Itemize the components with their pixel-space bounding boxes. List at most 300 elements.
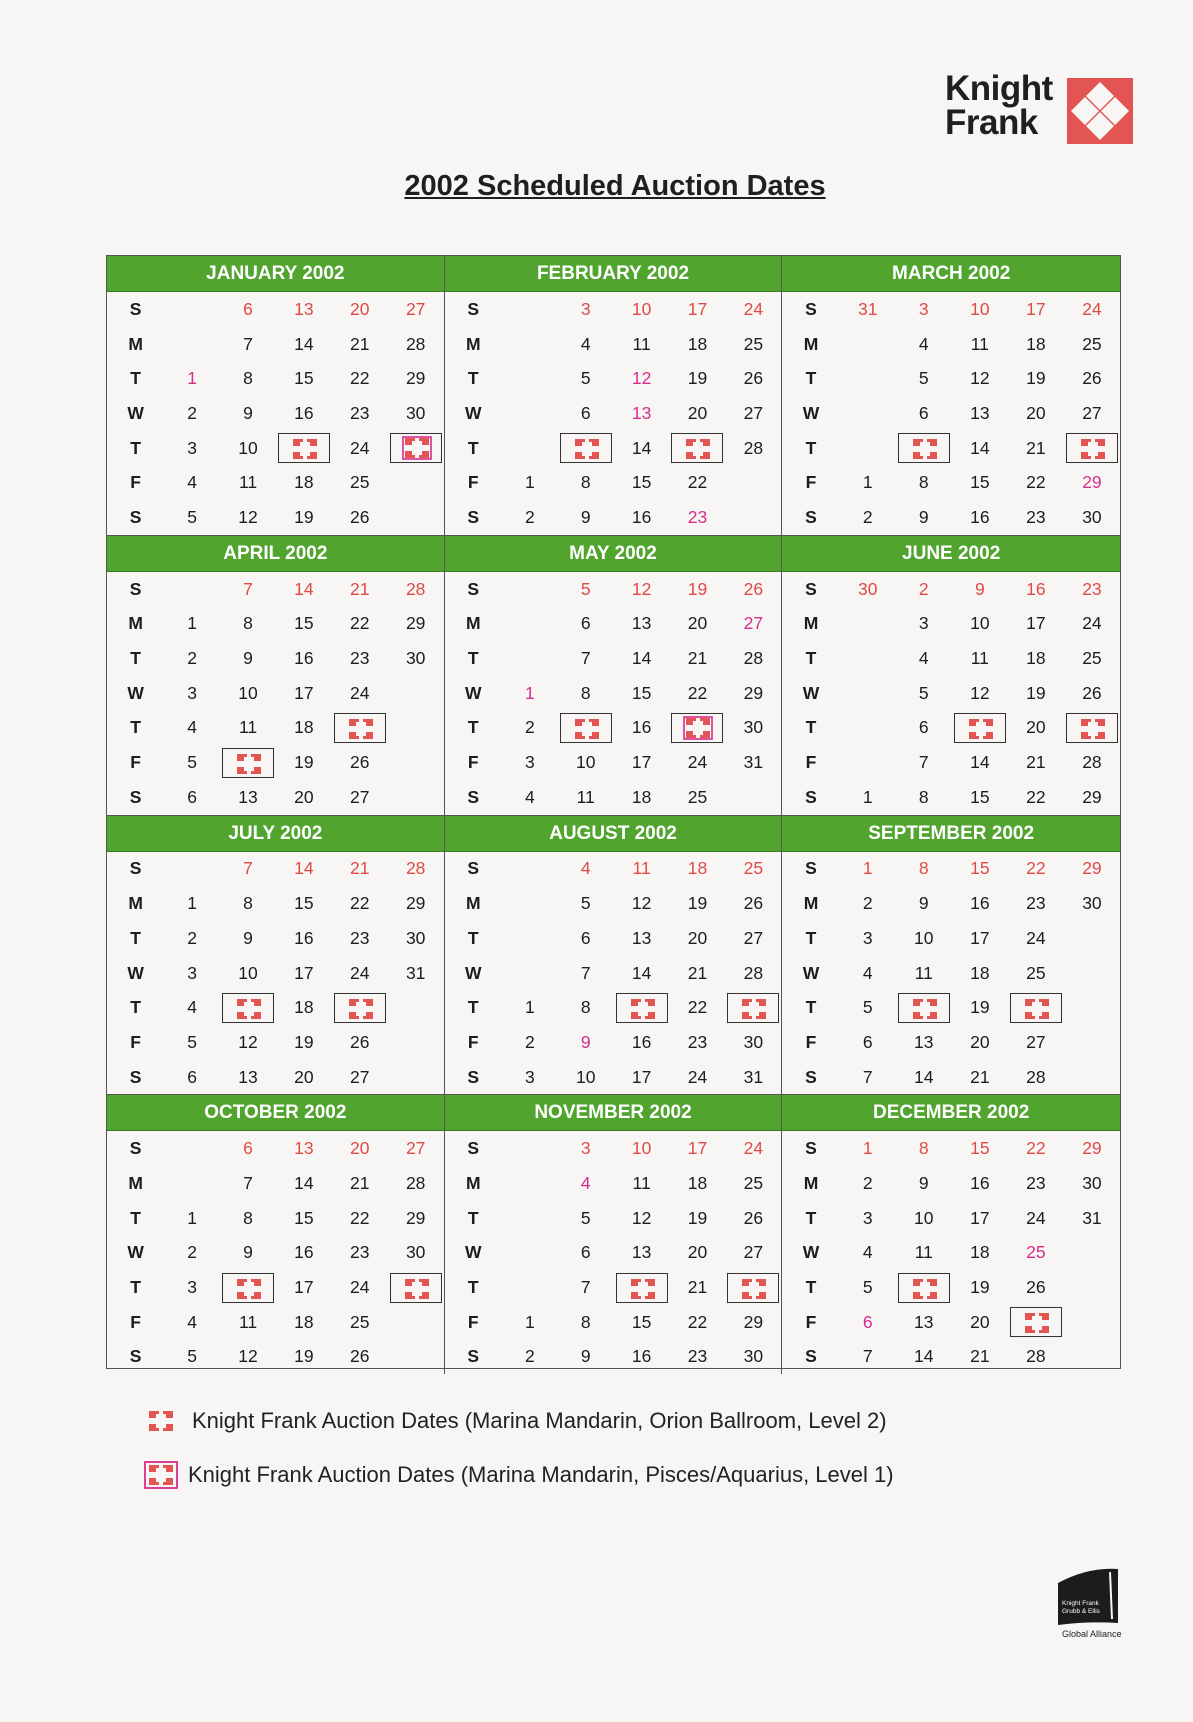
auction-mark-icon <box>148 1410 174 1432</box>
week-row <box>107 1060 444 1095</box>
date-cell: 22 <box>687 472 708 493</box>
date-cell: 4 <box>187 472 198 493</box>
week-row <box>782 921 1120 956</box>
date-cell: 5 <box>187 506 198 527</box>
date-cell: 22 <box>350 368 370 389</box>
date-cell <box>1064 1025 1120 1060</box>
date-cell: 22 <box>350 613 370 634</box>
legend-text-orion: Knight Frank Auction Dates (Marina Mandarin, Orion Ballroom, Level 2) <box>192 1408 887 1433</box>
auction-date-cell <box>220 745 276 780</box>
date-cell <box>388 1340 444 1375</box>
day-letter: T <box>130 437 141 458</box>
date-cell: 24 <box>1026 927 1046 948</box>
month-september <box>782 816 1120 1096</box>
date-cell <box>1064 1340 1120 1375</box>
date-cell: 19 <box>970 997 990 1018</box>
date-cell <box>502 1236 558 1271</box>
date-cell <box>502 396 558 431</box>
date-cell: 29 <box>743 1311 764 1332</box>
date-cell: 3 <box>524 752 535 773</box>
date-cell: 16 <box>294 648 314 669</box>
day-letter: T <box>467 368 479 389</box>
day-letter: S <box>467 298 480 319</box>
week-row <box>107 1305 444 1340</box>
week-row <box>445 852 782 887</box>
week-row <box>107 1236 444 1271</box>
day-letter: T <box>805 437 817 458</box>
day-letter: M <box>803 333 819 354</box>
week-row <box>445 465 782 500</box>
date-cell: 10 <box>238 437 258 458</box>
date-cell: 14 <box>914 1066 934 1087</box>
week-row <box>782 1236 1120 1271</box>
day-letter: T <box>467 717 479 738</box>
date-cell: 20 <box>294 1066 314 1087</box>
auction-date-cell <box>388 1270 444 1305</box>
date-cell: 18 <box>687 858 708 879</box>
date-cell: 15 <box>294 368 314 389</box>
date-cell: 22 <box>1026 858 1046 879</box>
date-cell: 4 <box>187 717 198 738</box>
date-cell: 1 <box>187 613 198 634</box>
date-cell: 11 <box>632 1172 651 1193</box>
date-cell: 2 <box>524 717 535 738</box>
date-cell: 9 <box>580 1031 591 1052</box>
date-cell: 13 <box>631 402 652 423</box>
day-letter: S <box>467 506 480 527</box>
date-cell: 23 <box>350 402 370 423</box>
date-cell: 20 <box>687 1242 708 1263</box>
date-cell: 5 <box>187 1346 198 1367</box>
date-cell <box>502 1166 558 1201</box>
date-cell: 5 <box>187 752 198 773</box>
date-cell: 24 <box>743 298 764 319</box>
date-cell <box>164 852 220 887</box>
date-cell: 31 <box>743 1066 764 1087</box>
date-cell: 30 <box>1082 893 1102 914</box>
knight-frank-mark-icon <box>1067 78 1133 144</box>
date-cell <box>388 1025 444 1060</box>
date-cell: 15 <box>970 1138 990 1159</box>
date-cell: 7 <box>862 1066 873 1087</box>
date-cell: 29 <box>405 368 426 389</box>
date-cell: 1 <box>862 1138 873 1159</box>
auction-date-cell <box>332 990 388 1025</box>
date-cell: 9 <box>243 402 253 423</box>
month-table <box>445 852 782 1095</box>
date-cell <box>725 500 781 535</box>
week-row <box>445 1340 782 1375</box>
day-letter: S <box>805 858 817 879</box>
week-row <box>782 1025 1120 1060</box>
auction-mark-icon <box>348 998 374 1020</box>
day-letter: M <box>128 613 143 634</box>
date-cell: 6 <box>580 613 591 634</box>
badge-line-1: Knight Frank <box>1062 1600 1099 1607</box>
day-letter: T <box>467 927 479 948</box>
month-april <box>107 536 445 816</box>
date-cell: 1 <box>524 472 535 493</box>
month-header: JULY 2002 <box>107 816 444 852</box>
date-cell: 28 <box>1082 752 1102 773</box>
date-cell: 7 <box>580 648 591 669</box>
date-cell: 19 <box>970 1277 990 1298</box>
date-cell: 3 <box>862 927 873 948</box>
month-november <box>445 1095 783 1374</box>
date-cell: 12 <box>970 682 990 703</box>
date-cell: 13 <box>294 298 314 319</box>
day-letter: W <box>465 1242 482 1263</box>
date-cell <box>502 1270 558 1305</box>
day-letter: T <box>467 997 479 1018</box>
date-cell <box>388 711 444 746</box>
week-row <box>445 327 782 362</box>
auction-mark-icon <box>741 1278 767 1300</box>
day-letter: M <box>465 613 481 634</box>
day-letter: S <box>129 1346 142 1367</box>
date-cell: 6 <box>918 402 929 423</box>
date-cell: 8 <box>918 786 929 807</box>
date-cell: 30 <box>743 1346 764 1367</box>
date-cell: 27 <box>1082 402 1102 423</box>
month-table <box>445 292 782 535</box>
day-letter: W <box>802 1242 820 1263</box>
date-cell: 11 <box>970 333 989 354</box>
date-cell: 16 <box>970 893 990 914</box>
date-cell: 16 <box>294 1242 314 1263</box>
day-letter: T <box>130 927 141 948</box>
week-row <box>782 1305 1120 1340</box>
date-cell <box>725 465 781 500</box>
day-letter: T <box>130 648 141 669</box>
date-cell: 29 <box>743 682 764 703</box>
day-letter: F <box>805 472 817 493</box>
date-cell: 17 <box>294 1277 314 1298</box>
date-cell: 18 <box>970 962 990 983</box>
date-cell: 10 <box>575 1066 596 1087</box>
week-row <box>782 1060 1120 1095</box>
date-cell <box>725 780 781 815</box>
day-letter: W <box>465 402 482 423</box>
month-header: NOVEMBER 2002 <box>445 1095 782 1131</box>
date-cell: 13 <box>238 1066 258 1087</box>
date-cell: 23 <box>1082 578 1102 599</box>
day-letter: F <box>130 1031 141 1052</box>
week-row <box>445 745 782 780</box>
week-row <box>107 990 444 1025</box>
week-row <box>107 852 444 887</box>
boxed-mark-icon <box>683 716 713 740</box>
month-table <box>782 572 1120 815</box>
day-letter: W <box>465 682 482 703</box>
day-letter: M <box>465 333 481 354</box>
day-letter: T <box>130 717 141 738</box>
week-row <box>445 572 782 607</box>
date-cell <box>164 572 220 607</box>
auction-date-cell <box>1008 1305 1064 1340</box>
date-cell: 31 <box>405 962 426 983</box>
auction-mark-icon <box>1024 998 1050 1020</box>
date-cell: 4 <box>580 1172 591 1193</box>
date-cell <box>388 745 444 780</box>
date-cell: 4 <box>580 333 591 354</box>
date-cell: 15 <box>631 682 652 703</box>
date-cell: 14 <box>970 752 990 773</box>
date-cell: 11 <box>238 717 258 738</box>
date-cell: 20 <box>1026 402 1046 423</box>
date-cell: 3 <box>862 1207 873 1228</box>
date-cell: 1 <box>524 997 535 1018</box>
day-letter: F <box>130 472 141 493</box>
auction-mark-icon <box>236 998 262 1020</box>
day-letter: T <box>130 1207 141 1228</box>
date-cell <box>840 676 896 711</box>
date-cell: 10 <box>238 962 258 983</box>
day-letter: T <box>805 368 817 389</box>
date-cell <box>502 607 558 642</box>
date-cell: 20 <box>970 1311 990 1332</box>
boxed-mark-icon <box>144 1461 178 1489</box>
date-cell: 19 <box>294 1346 314 1367</box>
date-cell: 5 <box>862 997 873 1018</box>
day-letter: T <box>130 997 141 1018</box>
date-cell: 6 <box>580 402 591 423</box>
day-letter: S <box>129 858 142 879</box>
date-cell: 8 <box>580 682 591 703</box>
date-cell: 14 <box>294 1172 314 1193</box>
month-table <box>107 572 444 815</box>
auction-mark-icon <box>236 1278 262 1300</box>
date-cell: 18 <box>970 1242 990 1263</box>
date-cell: 24 <box>743 1138 764 1159</box>
week-row <box>107 1166 444 1201</box>
date-cell: 7 <box>243 858 253 879</box>
date-cell: 2 <box>187 1242 198 1263</box>
auction-date-cell <box>220 1270 276 1305</box>
week-row <box>445 676 782 711</box>
date-cell: 6 <box>580 1242 591 1263</box>
date-cell <box>502 921 558 956</box>
day-letter: T <box>805 1277 817 1298</box>
date-cell: 8 <box>243 368 253 389</box>
date-cell: 27 <box>1026 1031 1046 1052</box>
date-cell <box>840 396 896 431</box>
date-cell: 28 <box>743 962 764 983</box>
date-cell: 17 <box>1026 298 1046 319</box>
week-row <box>107 921 444 956</box>
logo-line-2: Frank <box>945 103 1038 142</box>
day-letter: S <box>129 1066 142 1087</box>
date-cell: 26 <box>350 506 370 527</box>
auction-date-cell <box>1008 990 1064 1025</box>
date-cell: 28 <box>405 578 426 599</box>
date-cell: 27 <box>350 786 370 807</box>
week-row <box>107 956 444 991</box>
date-cell: 29 <box>1082 472 1102 493</box>
auction-mark-icon <box>630 1278 656 1300</box>
date-cell: 3 <box>187 437 198 458</box>
date-cell: 6 <box>580 927 591 948</box>
auction-date-cell <box>332 711 388 746</box>
date-cell: 17 <box>970 1207 990 1228</box>
date-cell: 7 <box>243 333 253 354</box>
date-cell <box>502 852 558 887</box>
week-row <box>107 396 444 431</box>
date-cell: 26 <box>743 368 764 389</box>
date-cell: 6 <box>187 1066 198 1087</box>
date-cell: 4 <box>187 1311 198 1332</box>
date-cell: 8 <box>243 613 253 634</box>
date-cell: 8 <box>243 893 253 914</box>
date-cell: 15 <box>970 858 990 879</box>
week-row <box>107 431 444 466</box>
date-cell: 19 <box>1026 682 1046 703</box>
date-cell: 28 <box>1026 1066 1046 1087</box>
month-table <box>782 1131 1120 1374</box>
date-cell: 16 <box>631 1346 652 1367</box>
date-cell: 4 <box>524 786 535 807</box>
week-row <box>782 852 1120 887</box>
month-header: SEPTEMBER 2002 <box>782 816 1120 852</box>
date-cell: 24 <box>350 437 370 458</box>
day-letter: S <box>129 1138 142 1159</box>
date-cell: 26 <box>350 1346 370 1367</box>
legend-text-pisces: Knight Frank Auction Dates (Marina Mandarin, Pisces/Aquarius, Level 1) <box>188 1462 894 1487</box>
day-letter: T <box>805 927 817 948</box>
day-letter: S <box>467 1346 480 1367</box>
date-cell: 12 <box>238 506 258 527</box>
date-cell <box>388 1060 444 1095</box>
date-cell: 12 <box>631 1207 652 1228</box>
date-cell: 23 <box>350 648 370 669</box>
day-letter: S <box>129 506 142 527</box>
date-cell: 16 <box>294 402 314 423</box>
day-letter: F <box>130 1311 141 1332</box>
week-row <box>782 1201 1120 1236</box>
auction-mark-icon <box>236 753 262 775</box>
week-row <box>445 431 782 466</box>
auction-date-cell <box>896 431 952 466</box>
date-cell: 5 <box>580 1207 591 1228</box>
day-letter: S <box>805 298 817 319</box>
week-row <box>445 1305 782 1340</box>
day-letter: M <box>128 1172 143 1193</box>
date-cell: 10 <box>914 1207 934 1228</box>
date-cell: 25 <box>1082 648 1102 669</box>
date-cell: 2 <box>187 927 198 948</box>
date-cell: 17 <box>631 752 652 773</box>
date-cell: 13 <box>294 1138 314 1159</box>
auction-date-boxed-cell <box>388 431 444 466</box>
day-letter: S <box>129 578 142 599</box>
date-cell: 2 <box>524 1346 535 1367</box>
week-row <box>782 745 1120 780</box>
day-letter: S <box>467 1066 480 1087</box>
date-cell: 3 <box>918 613 929 634</box>
date-cell <box>164 292 220 327</box>
week-row <box>782 1340 1120 1375</box>
month-header: OCTOBER 2002 <box>107 1095 444 1131</box>
date-cell: 21 <box>1026 752 1046 773</box>
date-cell <box>388 990 444 1025</box>
auction-date-cell <box>558 711 614 746</box>
date-cell: 9 <box>918 1172 929 1193</box>
date-cell: 25 <box>1026 1242 1046 1263</box>
auction-date-cell <box>1064 431 1120 466</box>
week-row <box>445 1270 782 1305</box>
date-cell: 15 <box>631 472 652 493</box>
date-cell: 27 <box>405 1138 426 1159</box>
date-cell: 8 <box>243 1207 253 1228</box>
date-cell <box>502 641 558 676</box>
date-cell: 20 <box>687 613 708 634</box>
week-row <box>445 956 782 991</box>
date-cell: 22 <box>350 1207 370 1228</box>
week-row <box>782 1270 1120 1305</box>
auction-mark-icon <box>968 718 994 740</box>
day-letter: W <box>465 962 482 983</box>
date-cell: 22 <box>687 997 708 1018</box>
day-letter: W <box>802 682 820 703</box>
month-header: JANUARY 2002 <box>107 256 444 292</box>
day-letter: F <box>805 752 817 773</box>
date-cell: 19 <box>294 506 314 527</box>
week-row <box>782 465 1120 500</box>
auction-mark-icon <box>404 1278 430 1300</box>
date-cell <box>1064 990 1120 1025</box>
date-cell: 24 <box>1082 298 1102 319</box>
auction-mark-icon <box>574 718 600 740</box>
date-cell <box>502 572 558 607</box>
date-cell: 23 <box>687 1031 708 1052</box>
day-letter: F <box>467 1311 479 1332</box>
date-cell: 26 <box>743 1207 764 1228</box>
date-cell: 3 <box>524 1066 535 1087</box>
date-cell: 20 <box>687 402 708 423</box>
date-cell: 18 <box>631 786 652 807</box>
date-cell: 14 <box>294 333 314 354</box>
date-cell: 12 <box>631 578 652 599</box>
date-cell: 30 <box>405 648 426 669</box>
auction-date-cell <box>558 431 614 466</box>
day-letter: S <box>805 1346 817 1367</box>
date-cell: 9 <box>918 893 929 914</box>
date-cell: 19 <box>687 368 708 389</box>
auction-date-cell <box>670 431 726 466</box>
date-cell: 7 <box>580 1277 591 1298</box>
day-letter: T <box>130 1277 141 1298</box>
day-letter: F <box>467 752 479 773</box>
date-cell: 28 <box>743 437 764 458</box>
date-cell: 11 <box>238 1311 258 1332</box>
week-row <box>445 886 782 921</box>
date-cell <box>164 1166 220 1201</box>
day-letter: F <box>130 752 141 773</box>
date-cell: 16 <box>970 1172 990 1193</box>
day-letter: F <box>467 472 479 493</box>
day-letter: T <box>467 1277 479 1298</box>
date-cell: 26 <box>350 752 370 773</box>
day-letter: W <box>127 402 144 423</box>
date-cell: 9 <box>580 506 591 527</box>
date-cell: 27 <box>350 1066 370 1087</box>
date-cell: 30 <box>858 578 878 599</box>
date-cell <box>388 1305 444 1340</box>
week-row <box>107 607 444 642</box>
week-row <box>782 500 1120 535</box>
date-cell: 24 <box>687 752 708 773</box>
week-row <box>445 641 782 676</box>
